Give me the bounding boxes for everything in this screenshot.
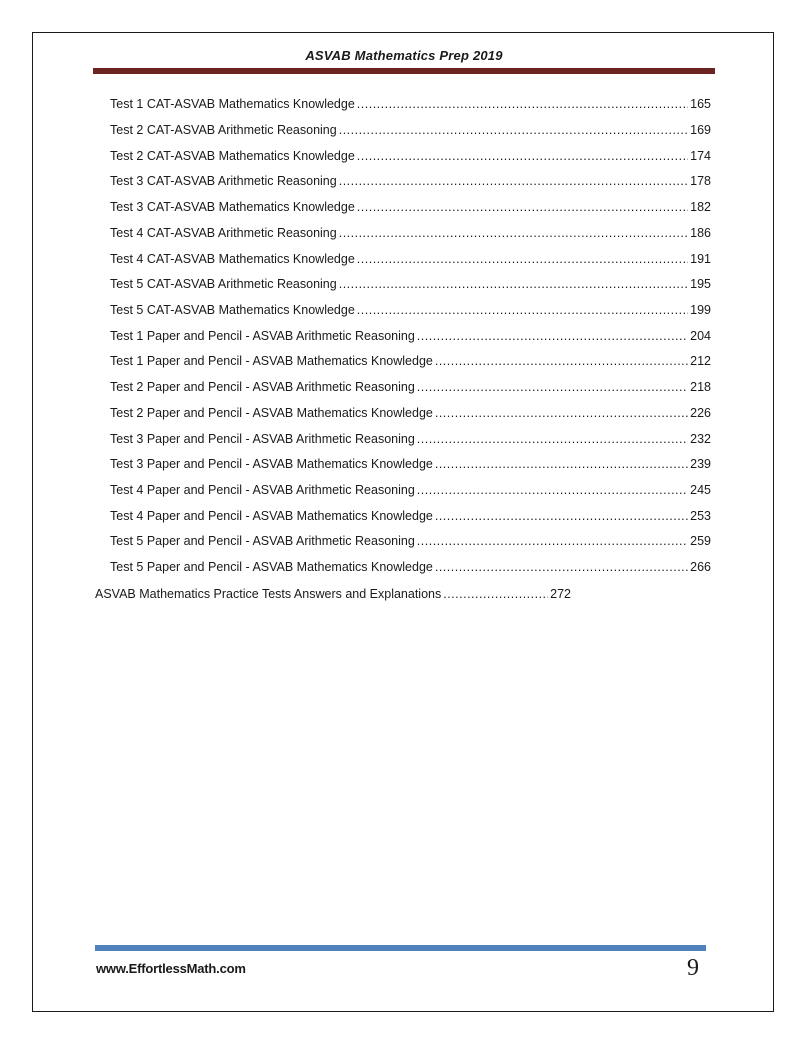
header-rule bbox=[93, 68, 715, 74]
toc-entry[interactable]: Test 3 CAT-ASVAB Arithmetic Reasoning ..... 178 bbox=[110, 172, 711, 190]
dot-leader bbox=[435, 558, 688, 576]
toc-entry[interactable]: Test 4 CAT-ASVAB Mathematics Knowledge ..... 191 bbox=[110, 250, 711, 268]
toc-entry[interactable]: Test 3 CAT-ASVAB Mathematics Knowledge ..... 182 bbox=[110, 198, 711, 216]
toc-entry[interactable]: Test 5 CAT-ASVAB Arithmetic Reasoning ..... 195 bbox=[110, 275, 711, 293]
toc-entry[interactable]: Test 3 Paper and Pencil - ASVAB Mathematics Knowledge ..... 239 bbox=[110, 455, 711, 473]
toc-entry[interactable]: Test 1 Paper and Pencil - ASVAB Mathematics Knowledge ..... 212 bbox=[110, 352, 711, 370]
dot-leader bbox=[435, 507, 688, 525]
dot-leader bbox=[357, 250, 688, 268]
toc-entry[interactable]: Test 3 Paper and Pencil - ASVAB Arithmetic Reasoning ..... 232 bbox=[110, 430, 711, 448]
toc-entry[interactable]: Test 2 CAT-ASVAB Mathematics Knowledge ..... 174 bbox=[110, 147, 711, 165]
dot-leader bbox=[417, 378, 688, 396]
footer-rule bbox=[95, 945, 706, 951]
page-number: 9 bbox=[687, 955, 699, 981]
dot-leader bbox=[435, 352, 688, 370]
dot-leader bbox=[417, 532, 688, 550]
dot-leader bbox=[417, 327, 688, 345]
dot-leader bbox=[357, 301, 688, 319]
dot-leader bbox=[417, 481, 688, 499]
dot-leader bbox=[339, 275, 688, 293]
toc-entry[interactable]: Test 5 CAT-ASVAB Mathematics Knowledge ..... 199 bbox=[110, 301, 711, 319]
toc-entry[interactable]: Test 5 Paper and Pencil - ASVAB Mathematics Knowledge ..... 266 bbox=[110, 558, 711, 576]
toc-section-entry[interactable]: ASVAB Mathematics Practice Tests Answers and Explanations ..... 272 bbox=[95, 585, 571, 603]
toc-entry[interactable]: Test 1 CAT-ASVAB Mathematics Knowledge ..... 165 bbox=[110, 95, 711, 113]
dot-leader bbox=[417, 430, 688, 448]
toc-entry[interactable]: Test 2 Paper and Pencil - ASVAB Arithmetic Reasoning ..... 218 bbox=[110, 378, 711, 396]
toc-entry[interactable]: Test 1 Paper and Pencil - ASVAB Arithmetic Reasoning ..... 204 bbox=[110, 327, 711, 345]
toc-entry[interactable]: Test 4 Paper and Pencil - ASVAB Arithmetic Reasoning ..... 245 bbox=[110, 481, 711, 499]
dot-leader bbox=[435, 455, 688, 473]
running-header-title: ASVAB Mathematics Prep 2019 bbox=[305, 48, 503, 63]
dot-leader bbox=[357, 95, 688, 113]
dot-leader bbox=[357, 147, 688, 165]
footer-website: www.EffortlessMath.com bbox=[96, 961, 246, 976]
toc-entry[interactable]: Test 4 CAT-ASVAB Arithmetic Reasoning ..... 186 bbox=[110, 224, 711, 242]
dot-leader bbox=[339, 172, 688, 190]
toc-entry[interactable]: Test 2 CAT-ASVAB Arithmetic Reasoning ..... 169 bbox=[110, 121, 711, 139]
dot-leader bbox=[339, 224, 688, 242]
toc-entry[interactable]: Test 4 Paper and Pencil - ASVAB Mathematics Knowledge ..... 253 bbox=[110, 507, 711, 525]
dot-leader bbox=[435, 404, 688, 422]
dot-leader bbox=[357, 198, 688, 216]
dot-leader bbox=[443, 585, 548, 603]
toc-entry[interactable]: Test 2 Paper and Pencil - ASVAB Mathematics Knowledge ..... 226 bbox=[110, 404, 711, 422]
dot-leader bbox=[339, 121, 688, 139]
toc-entry[interactable]: Test 5 Paper and Pencil - ASVAB Arithmetic Reasoning ..... 259 bbox=[110, 532, 711, 550]
